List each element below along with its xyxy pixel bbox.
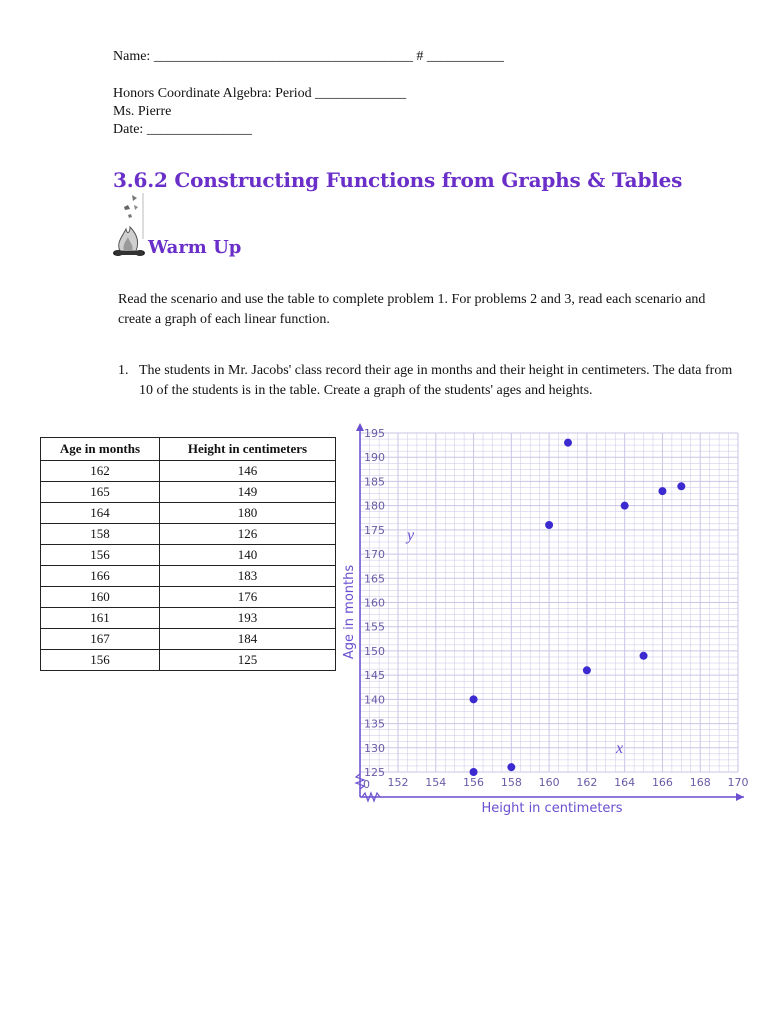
y-tick-label: 135 — [364, 717, 385, 731]
teacher-line: Ms. Pierre — [113, 104, 172, 119]
table-cell: 164 — [41, 503, 160, 524]
y-variable-label: y — [407, 527, 415, 544]
table-cell: 183 — [159, 566, 335, 587]
y-axis-arrow — [356, 423, 364, 431]
campfire-icon — [110, 193, 148, 259]
page-title: 3.6.2 Constructing Functions from Graphs & Tables — [113, 168, 683, 192]
data-table — [40, 437, 336, 671]
x-axis-label: Height in centimeters — [481, 801, 623, 816]
table-cell: 140 — [159, 545, 335, 566]
data-point — [564, 439, 572, 447]
table-cell: 184 — [159, 629, 335, 650]
name-line: Name: _____________________________________ # ___________ — [113, 49, 504, 64]
y-tick-label: 145 — [364, 669, 385, 683]
data-point — [470, 768, 478, 776]
data-point — [640, 652, 648, 660]
table-cell: 126 — [159, 524, 335, 545]
table-cell: 180 — [159, 503, 335, 524]
data-point — [658, 487, 666, 495]
table-cell: 166 — [41, 566, 160, 587]
table-row — [41, 482, 336, 503]
table-cell: 162 — [41, 461, 160, 482]
y-tick-label: 180 — [364, 499, 385, 513]
y-tick-label: 155 — [364, 620, 385, 634]
y-tick-label: 175 — [364, 523, 385, 537]
y-tick-label: 130 — [364, 741, 385, 755]
table-cell: 149 — [159, 482, 335, 503]
column-header-age: Age in months — [41, 438, 160, 461]
x-variable-label: x — [616, 740, 624, 757]
y-tick-label: 185 — [364, 475, 385, 489]
y-tick-label: 170 — [364, 548, 385, 562]
x-tick-label: 162 — [576, 776, 598, 789]
table-cell: 161 — [41, 608, 160, 629]
y-tick-label: 160 — [364, 596, 385, 610]
table-header-row — [41, 438, 336, 461]
y-tick-label: 190 — [364, 451, 385, 465]
data-point — [677, 482, 685, 490]
table-row — [41, 503, 336, 524]
x-tick-label: 160 — [538, 776, 560, 789]
table-cell: 167 — [41, 629, 160, 650]
table-row — [41, 650, 336, 671]
y-tick-label: 165 — [364, 572, 385, 586]
x-tick-label: 168 — [689, 776, 711, 789]
table-cell: 125 — [159, 650, 335, 671]
x-tick-label: 158 — [500, 776, 522, 789]
chart-axes — [356, 423, 744, 801]
x-tick-label: 154 — [425, 776, 447, 789]
table-row — [41, 608, 336, 629]
data-point — [621, 502, 629, 510]
x-tick-label: 166 — [651, 776, 673, 789]
y-tick-label: 125 — [364, 766, 385, 779]
x-tick-label: 156 — [463, 776, 485, 789]
table-row — [41, 545, 336, 566]
data-point — [470, 695, 478, 703]
y-axis-label: Age in months — [342, 564, 357, 660]
course-line: Honors Coordinate Algebra: Period _____________ — [113, 86, 407, 101]
y-tick-label: 195 — [364, 427, 385, 440]
problem-text: The students in Mr. Jacobs' class record their age in months and their height in centimeters. The data from 10 of the students is in the table. Create a graph of the students' ages and heights. — [139, 363, 733, 398]
instructions: Read the scenario and use the table to complete problem 1. For problems 2 and 3, read each scenario and create a graph of each linear function. — [118, 292, 706, 327]
x-tick-label: 170 — [727, 776, 749, 789]
table-cell: 146 — [159, 461, 335, 482]
x-axis-arrow — [736, 793, 744, 801]
table-row — [41, 587, 336, 608]
table-cell: 158 — [41, 524, 160, 545]
column-header-height: Height in centimeters — [159, 438, 335, 461]
origin-label: 0 — [363, 778, 370, 791]
date-line: Date: _______________ — [113, 122, 252, 137]
table-cell: 165 — [41, 482, 160, 503]
scatter-chart — [336, 420, 756, 820]
x-tick-label: 152 — [387, 776, 409, 789]
y-tick-label: 140 — [364, 693, 385, 707]
warm-up-heading: Warm Up — [148, 237, 242, 258]
x-tick-label: 164 — [614, 776, 636, 789]
problem-1 — [118, 361, 738, 401]
table-row — [41, 629, 336, 650]
table-cell: 176 — [159, 587, 335, 608]
table-row — [41, 566, 336, 587]
problem-number: 1. — [118, 363, 129, 378]
table-cell: 160 — [41, 587, 160, 608]
data-point — [583, 666, 591, 674]
data-point — [507, 763, 515, 771]
table-cell: 156 — [41, 650, 160, 671]
data-point — [545, 521, 553, 529]
table-row — [41, 461, 336, 482]
table-cell: 193 — [159, 608, 335, 629]
table-cell: 156 — [41, 545, 160, 566]
y-tick-label: 150 — [364, 644, 385, 658]
table-row — [41, 524, 336, 545]
